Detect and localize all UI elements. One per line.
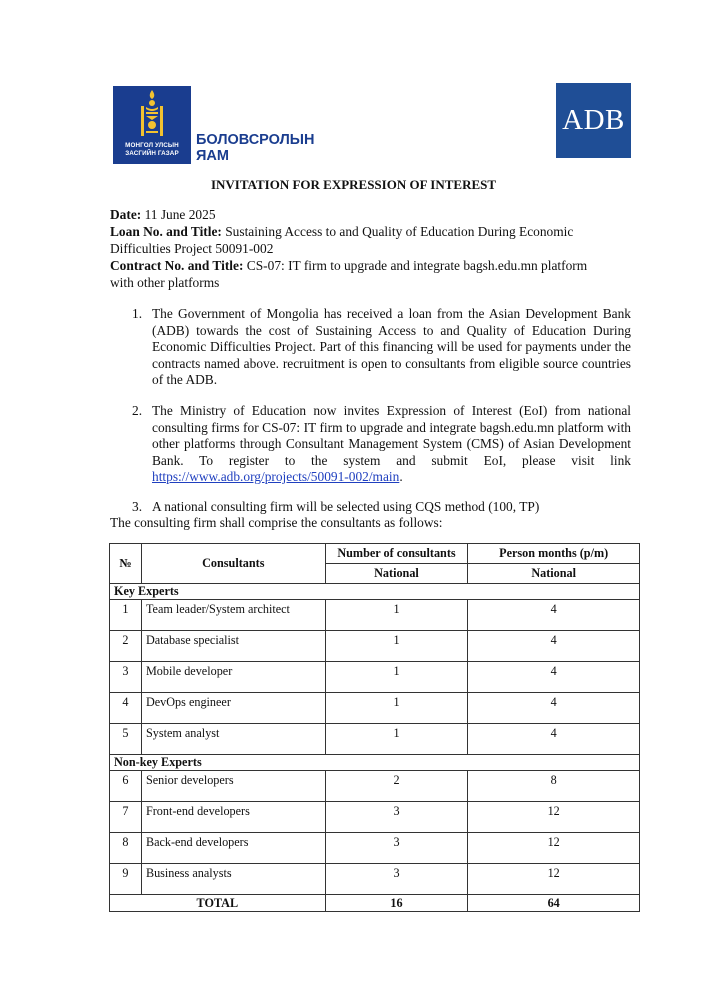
row-number: 8 (110, 833, 142, 864)
table-row (110, 771, 640, 802)
consultant-count: 3 (325, 833, 468, 864)
consultant-count: 1 (325, 662, 468, 693)
col-header-consultants: Consultants (141, 544, 325, 584)
consultant-name: Team leader/System architect (141, 600, 325, 631)
consultant-count: 1 (325, 600, 468, 631)
date-label: Date: (110, 207, 142, 222)
paragraph-2-text: The Ministry of Education now invites Expression of Interest (EoI) from national consulting firms for CS-07: IT firm to upgrade and integrate bagsh.edu.mn platform with other platforms through Consultant Management System (CMS) of Asian Development Bank. To register to the system and submit EoI, please visit link (152, 403, 631, 468)
paragraph-2-number: 2. (132, 403, 143, 418)
table-row (110, 631, 640, 662)
subheader-national-number: National (325, 564, 468, 584)
ministry-name (196, 132, 314, 164)
person-months: 4 (468, 600, 640, 631)
col-header-number: Number of consultants (325, 544, 468, 564)
mongolia-government-logo (113, 86, 191, 164)
person-months: 4 (468, 662, 640, 693)
contract-value-line2: with other platforms (110, 274, 220, 290)
meta-date (110, 207, 610, 224)
section-row-key-experts (110, 584, 640, 600)
person-months: 12 (468, 864, 640, 895)
meta-contract (110, 258, 610, 291)
consultants-table (109, 543, 640, 912)
contract-label: Contract No. and Title: (110, 258, 244, 273)
table-row (110, 600, 640, 631)
table-row (110, 833, 640, 864)
consultant-count: 3 (325, 802, 468, 833)
adb-logo: ADB (556, 83, 631, 158)
mongolia-caption-line2: ЗАСГИЙН ГАЗАР (125, 150, 179, 157)
consultant-count: 1 (325, 631, 468, 662)
row-number: 5 (110, 724, 142, 755)
person-months: 12 (468, 833, 640, 864)
table-header-row (110, 544, 640, 564)
paragraph-2-end: . (399, 469, 403, 484)
consultant-count: 2 (325, 771, 468, 802)
person-months: 8 (468, 771, 640, 802)
total-row (110, 895, 640, 912)
subheader-national-pm: National (468, 564, 640, 584)
table-row (110, 864, 640, 895)
person-months: 12 (468, 802, 640, 833)
section-row-nonkey-experts (110, 755, 640, 771)
key-experts-body (110, 600, 640, 755)
consultant-name: Front-end developers (141, 802, 325, 833)
paragraph-1 (132, 306, 631, 389)
nonkey-experts-body (110, 771, 640, 895)
total-label: TOTAL (110, 895, 326, 912)
table-intro: The consulting firm shall comprise the consultants as follows: (110, 515, 443, 530)
ministry-line2: ЯАМ (196, 148, 229, 164)
loan-value-line1: Sustaining Access to and Quality of Education During Economic (225, 224, 574, 239)
consultant-count: 1 (325, 693, 468, 724)
paragraph-1-number: 1. (132, 306, 143, 321)
mongolia-caption-line1: МОНГОЛ УЛСЫН (125, 142, 179, 149)
person-months: 4 (468, 693, 640, 724)
row-number: 7 (110, 802, 142, 833)
row-number: 2 (110, 631, 142, 662)
paragraph-1-text: The Government of Mongolia has received a loan from the Asian Development Bank (ADB) towards the cost of Sustaining Access to and Quality of Education During Economic Difficulties Project. Part of this financing will be used for payments under the contracts named above. recruitment is open to consultants from eligible source countries of the ADB. (152, 306, 631, 387)
total-person-months: 64 (468, 895, 640, 912)
section-label-key-experts: Key Experts (110, 584, 640, 600)
total-count: 16 (325, 895, 468, 912)
adb-project-link[interactable]: https://www.adb.org/projects/50091-002/main (152, 469, 400, 484)
table-row (110, 693, 640, 724)
consultant-name: Mobile developer (141, 662, 325, 693)
col-header-no: № (110, 544, 142, 584)
table-row (110, 662, 640, 693)
consultant-name: Business analysts (141, 864, 325, 895)
consultant-name: DevOps engineer (141, 693, 325, 724)
person-months: 4 (468, 631, 640, 662)
section-label-nonkey-experts: Non-key Experts (110, 755, 640, 771)
contract-value-line1: CS-07: IT firm to upgrade and integrate bagsh.edu.mn platform (246, 258, 588, 273)
paragraph-3 (132, 499, 631, 516)
row-number: 3 (110, 662, 142, 693)
consultant-count: 1 (325, 724, 468, 755)
consultant-count: 3 (325, 864, 468, 895)
consultant-name: Back-end developers (141, 833, 325, 864)
loan-value-line2: Difficulties Project 50091-002 (110, 240, 274, 256)
person-months: 4 (468, 724, 640, 755)
consultant-name: System analyst (141, 724, 325, 755)
page-title: INVITATION FOR EXPRESSION OF INTEREST (210, 177, 497, 192)
consultant-name: Senior developers (141, 771, 325, 802)
loan-label: Loan No. and Title: (110, 224, 222, 239)
paragraph-3-text: A national consulting firm will be selected using CQS method (100, TP) (152, 499, 540, 514)
consultant-name: Database specialist (141, 631, 325, 662)
date-value: 11 June 2025 (144, 207, 216, 222)
meta-loan (110, 224, 610, 257)
paragraph-2 (132, 403, 631, 486)
row-number: 4 (110, 693, 142, 724)
row-number: 9 (110, 864, 142, 895)
table-row (110, 724, 640, 755)
paragraph-3-number: 3. (132, 499, 143, 514)
table-row (110, 802, 640, 833)
ministry-line1: БОЛОВСРОЛЫН (196, 132, 315, 148)
row-number: 1 (110, 600, 142, 631)
soyombo-emblem-icon (113, 86, 191, 142)
row-number: 6 (110, 771, 142, 802)
col-header-person-months: Person months (p/m) (468, 544, 640, 564)
